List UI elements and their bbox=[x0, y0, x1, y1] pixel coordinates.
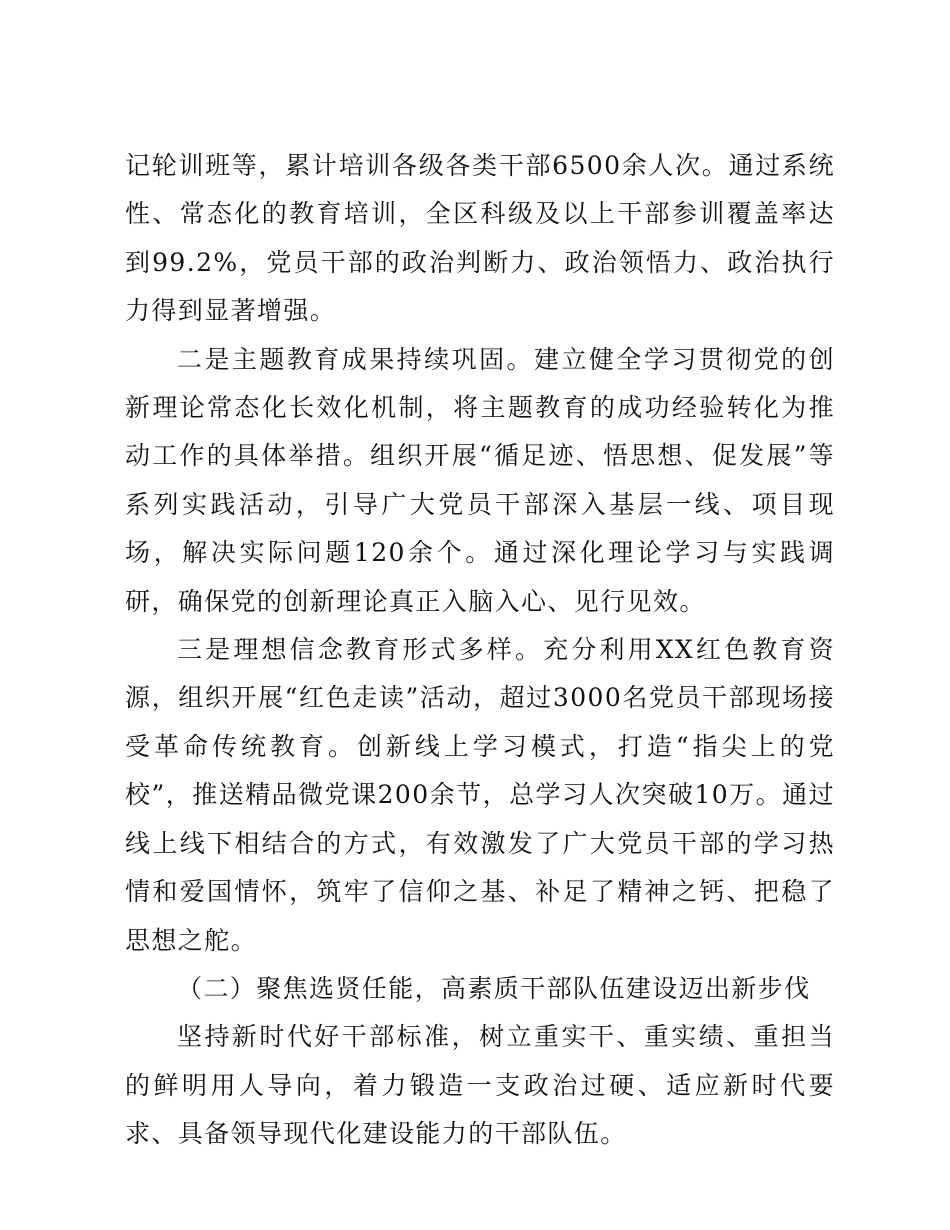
paragraph-theme-education: 二是主题教育成果持续巩固。建立健全学习贯彻党的创新理论常态化长效化机制，将主题教育的成功经验转化为推动工作的具体举措。组织开展“循足迹、悟思想、促发展”等系列实践活动，引导广大党员干部深入基层一线、项目现场，解决实际问题120余个。通过深化理论学习与实践调研，确保党的创新理论真正入脑入心、见行见效。 bbox=[125, 344, 835, 616]
paragraph-ideals-education: 三是理想信念教育形式多样。充分利用XX红色教育资源，组织开展“红色走读”活动，超过3000名党员干部现场接受革命传统教育。创新线上学习模式，打造“指尖上的党校”，推送精品微党课200余节，总学习人次突破10万。通过线上线下相结合的方式，有效激发了广大党员干部的学习热情和爱国情怀，筑牢了信仰之基、补足了精神之钙、把稳了思想之舵。 bbox=[125, 635, 835, 955]
paragraph-cadre-standard: 坚持新时代好干部标准，树立重实干、重实绩、重担当的鲜明用人导向，着力锻造一支政治过硬、适应新时代要求、具备领导现代化建设能力的干部队伍。 bbox=[125, 1022, 835, 1149]
section-heading-cadre-team: （二）聚焦选贤任能，高素质干部队伍建设迈出新步伐 bbox=[177, 973, 811, 1003]
document-body bbox=[125, 142, 835, 1159]
paragraph-training-summary: 记轮训班等，累计培训各级各类干部6500余人次。通过系统性、常态化的教育培训，全区科级及以上干部参训覆盖率达到99.2%，党员干部的政治判断力、政治领悟力、政治执行力得到显著增强。 bbox=[125, 151, 835, 326]
